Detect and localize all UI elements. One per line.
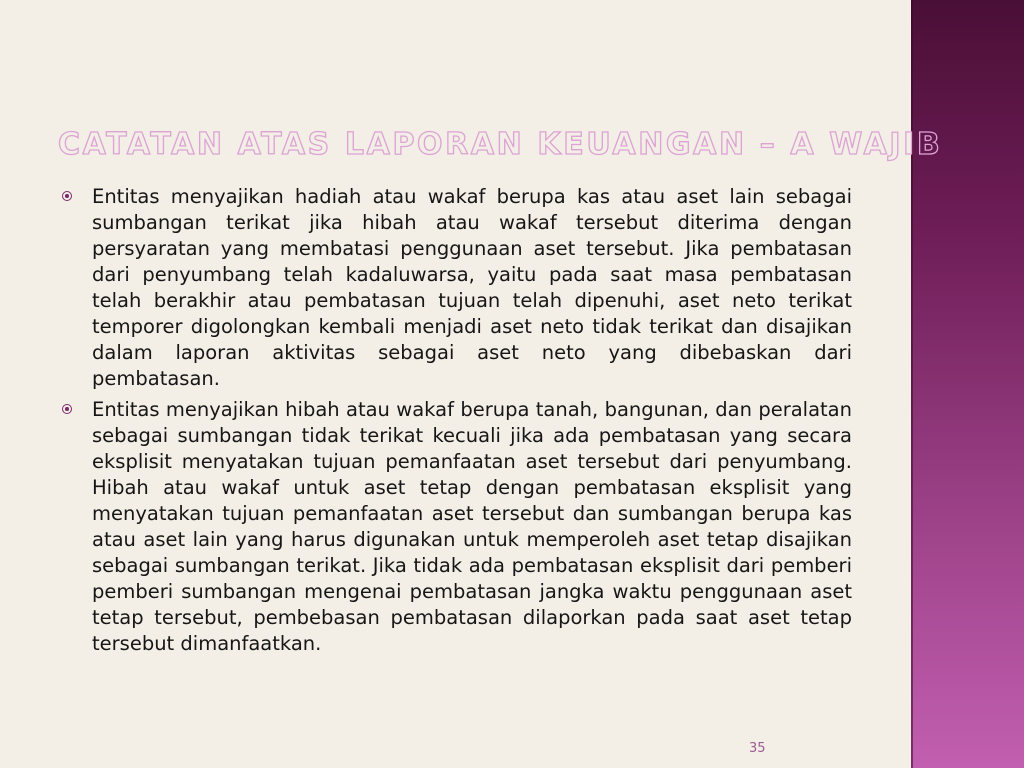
- decorative-side-panel: [911, 0, 1024, 768]
- slide-title: CATATAN ATAS LAPORAN KEUANGAN – A WAJIB: [58, 127, 943, 162]
- circle-bullet-icon: [62, 404, 72, 414]
- page-number: 35: [749, 741, 766, 756]
- bullet-text: Entitas menyajikan hibah atau wakaf berupa tanah, bangunan, dan peralatan sebagai sumbangan tidak terikat kecuali jika ada pembatasan yang secara eksplisit menyatakan tujuan pemanfaatan aset tersebut dari penyumbang. Hibah atau wakaf untuk aset tetap dengan pembatasan eksplisit yang menyatakan tujuan pemanfaatan aset tersebut dan sumbangan berupa kas atau aset lain yang harus digunakan untuk memperoleh aset tetap disajikan sebagai sumbangan terikat. Jika tidak ada pembatasan eksplisit dari pemberi pemberi sumbangan mengenai pembatasan jangka waktu penggunaan aset tetap tersebut, pembebasan pembatasan dilaporkan pada saat aset tetap tersebut dimanfaatkan.: [92, 398, 852, 655]
- slide-content: [62, 184, 852, 662]
- side-panel-divider: [911, 0, 913, 768]
- bullet-item: [62, 184, 852, 392]
- bullet-item: [62, 397, 852, 657]
- bullet-list: [62, 184, 852, 657]
- circle-bullet-icon: [62, 191, 72, 201]
- bullet-text: Entitas menyajikan hadiah atau wakaf berupa kas atau aset lain sebagai sumbangan terikat jika hibah atau wakaf tersebut diterima dengan persyaratan yang membatasi penggunaan aset tersebut. Jika pembatasan dari penyumbang telah kadaluwarsa, yaitu pada saat masa pembatasan telah berakhir atau pembatasan tujuan telah dipenuhi, aset neto terikat temporer digolongkan kembali menjadi aset neto tidak terikat dan disajikan dalam laporan aktivitas sebagai aset neto yang dibebaskan dari pembatasan.: [92, 185, 852, 390]
